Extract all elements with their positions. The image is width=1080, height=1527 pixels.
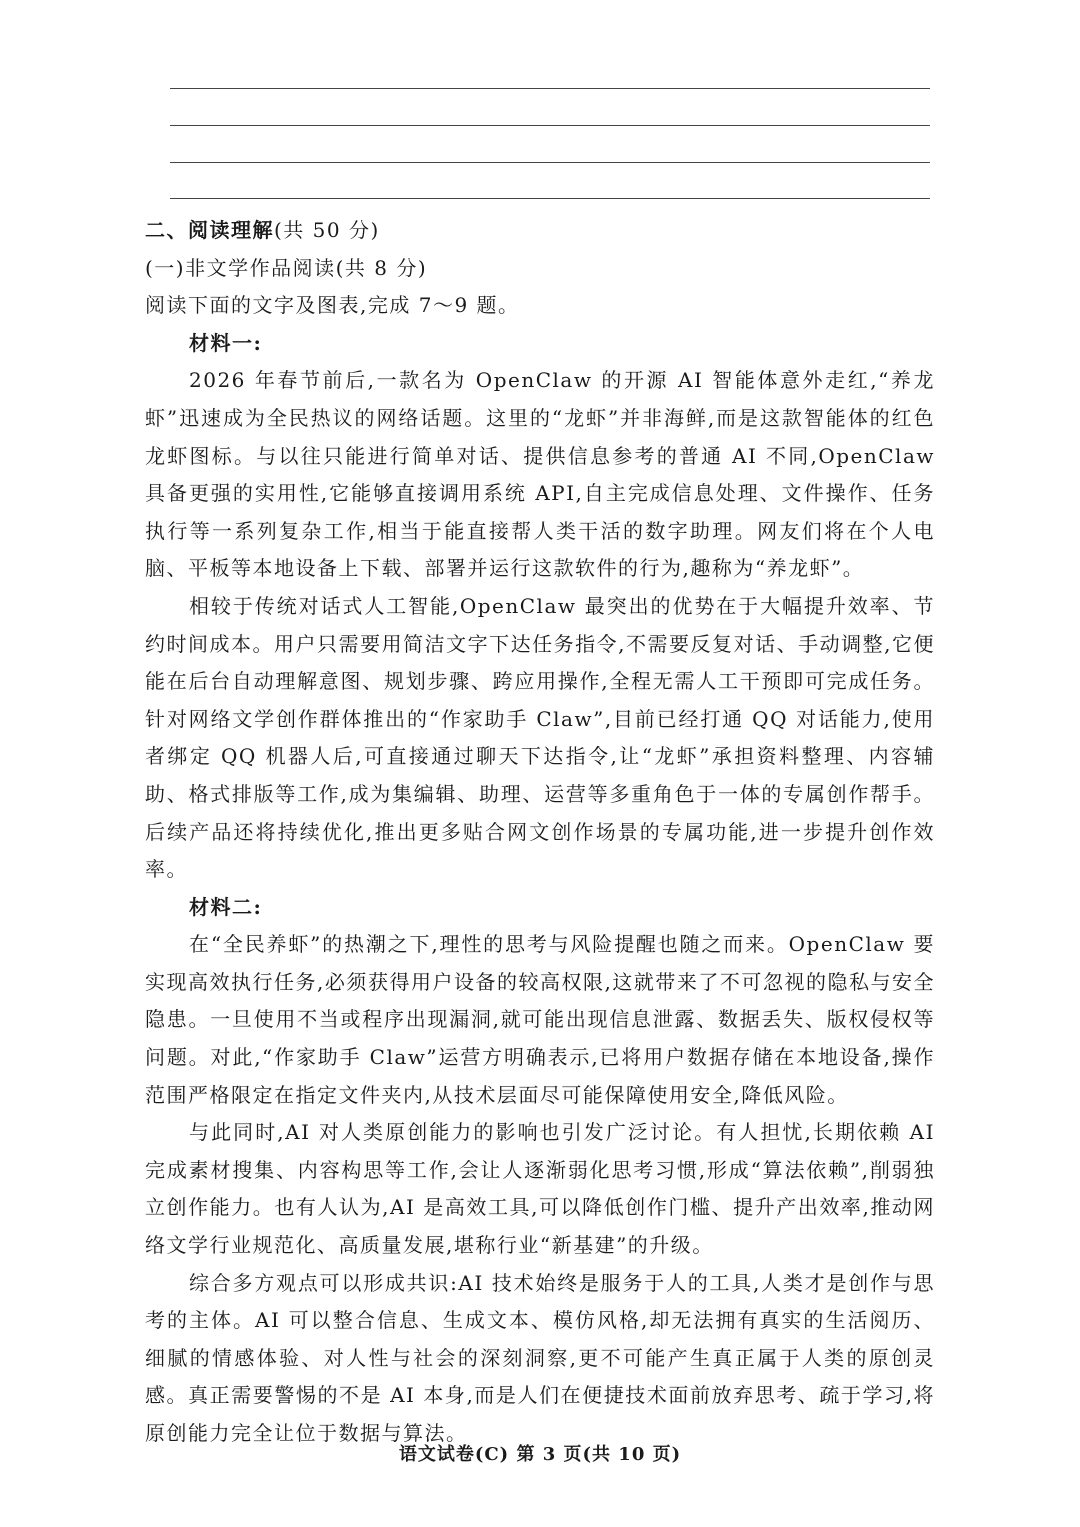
material-title: 材料一: <box>189 330 263 355</box>
answer-line[interactable] <box>170 162 930 163</box>
section-title-text: 二、阅读理解 <box>145 218 274 242</box>
material-two <box>145 889 935 1453</box>
material-title: 材料二: <box>189 894 263 919</box>
answer-line[interactable] <box>170 125 930 126</box>
subsection-title: (一)非文学作品阅读(共 8 分) <box>145 255 428 280</box>
section-score: (共 50 分) <box>274 218 380 242</box>
material-paragraph: 与此同时,AI 对人类原创能力的影响也引发广泛讨论。有人担忧,长期依赖 AI 完成素材搜集、内容构思等工作,会让人逐渐弱化思考习惯,形成“算法依赖”,削弱独立创作能力。也有人认为,AI 是高效工具,可以降低创作门槛、提升产出效率,推动网络文学行业规范化、高质量发展,堪称行业“新基建”的升级。 <box>145 1120 935 1258</box>
material-paragraph: 相较于传统对话式人工智能,OpenClaw 最突出的优势在于大幅提升效率、节约时间成本。用户只需要用简洁文字下达任务指令,不需要反复对话、手动调整,它便能在后台自动理解意图、规划步骤、跨应用操作,全程无需人工干预即可完成任务。针对网络文学创作群体推出的“作家助手 Claw”,目前已经打通 QQ 对话能力,使用者绑定 QQ 机器人后,可直接通过聊天下达指令,让“龙虾”承担资料整理、内容辅助、格式排版等工作,成为集编辑、助理、运营等多重角色于一体的专属创作帮手。后续产品还将持续优化,推出更多贴合网文创作场景的专属功能,进一步提升创作效率。 <box>145 593 935 882</box>
instruction: 阅读下面的文字及图表,完成 7～9 题。 <box>145 293 520 318</box>
page-footer: 语文试卷(C) 第 3 页(共 10 页) <box>398 1444 682 1465</box>
section-title <box>145 212 935 250</box>
material-paragraph: 综合多方观点可以形成共识:AI 技术始终是服务于人的工具,人类才是创作与思考的主体。AI 可以整合信息、生成文本、模仿风格,却无法拥有真实的生活阅历、细腻的情感体验、对人性与社会的深刻洞察,更不可能产生真正属于人类的原创灵感。真正需要警惕的不是 AI 本身,而是人们在便捷技术面前放弃思考、疏于学习,将原创能力完全让位于数据与算法。 <box>145 1270 935 1445</box>
answer-line[interactable] <box>170 88 930 89</box>
material-one <box>145 325 935 889</box>
answer-line[interactable] <box>170 198 930 199</box>
reading-section <box>145 212 935 1453</box>
material-paragraph: 2026 年春节前后,一款名为 OpenClaw 的开源 AI 智能体意外走红,“养龙虾”迅速成为全民热议的网络话题。这里的“龙虾”并非海鲜,而是这款智能体的红色龙虾图标。与以往只能进行简单对话、提供信息参考的普通 AI 不同,OpenClaw 具备更强的实用性,它能够直接调用系统 API,自主完成信息处理、文件操作、任务执行等一系列复杂工作,相当于能直接帮人类干活的数字助理。网友们将在个人电脑、平板等本地设备上下载、部署并运行这款软件的行为,趣称为“养龙虾”。 <box>145 368 935 581</box>
material-paragraph: 在“全民养虾”的热潮之下,理性的思考与风险提醒也随之而来。OpenClaw 要实现高效执行任务,必须获得用户设备的较高权限,这就带来了不可忽视的隐私与安全隐患。一旦使用不当或程序出现漏洞,就可能出现信息泄露、数据丢失、版权侵权等问题。对此,“作家助手 Claw”运营方明确表示,已将用户数据存储在本地设备,操作范围严格限定在指定文件夹内,从技术层面尽可能保障使用安全,降低风险。 <box>145 932 935 1107</box>
